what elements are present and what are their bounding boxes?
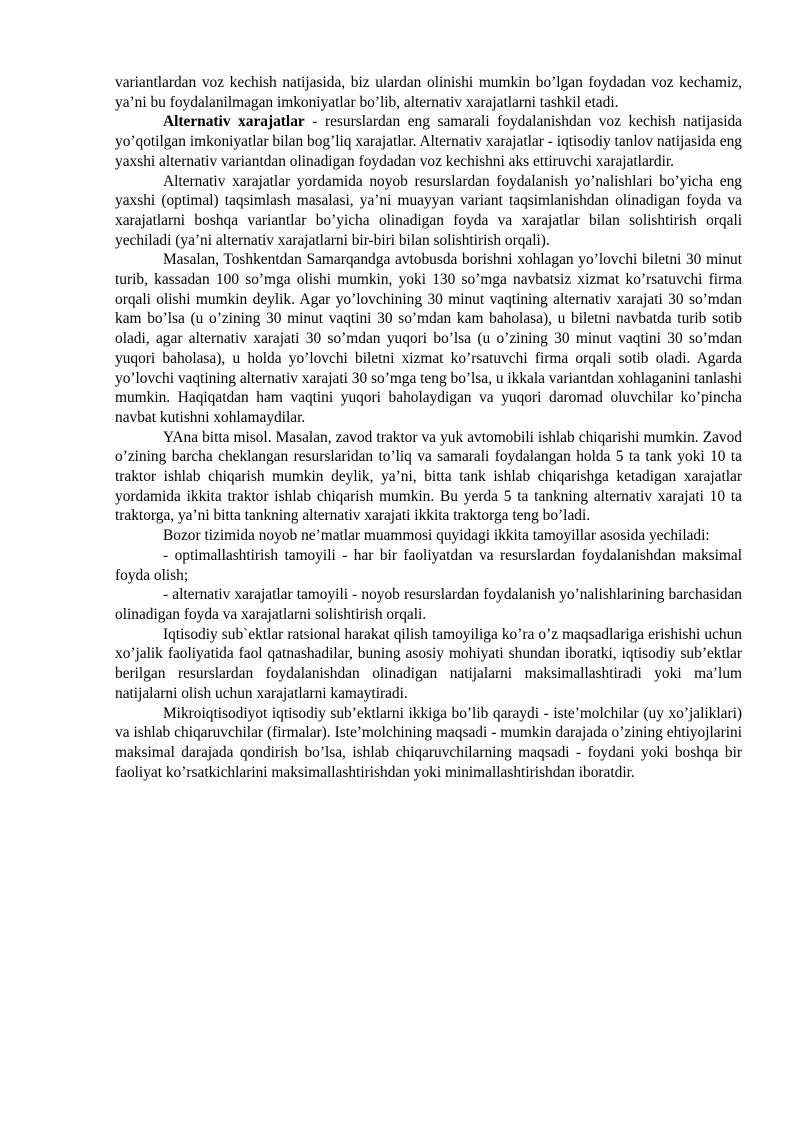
paragraph-continuation: variantlardan voz kechish natijasida, biz ulardan olinishi mumkin bo’lgan foydadan voz kechamiz, ya’ni bu foydalanilmagan imkoniyatlar bo’lib, alternativ xarajatlarni tashkil etadi. <box>115 74 742 111</box>
paragraph-alternative-costs-definition <box>115 112 742 171</box>
list-item-optimization-principle: - optimallashtirish tamoyili - har bir faoliyatdan va resurslardan foydalanishdan maksimal foyda olish; <box>115 546 742 584</box>
paragraph-microeconomic-subjects: Mikroiqtisodiyot iqtisodiy sub’ektlarni ikkiga bo’lib qaraydi - iste’molchilar (uy xo’jaliklari) va ishlab chiqaruvchilar (firmalar). Iste’molchining maqsadi - mumkin darajada o’zining ehtiyojlarini maksimal darajada qondirish bo’lsa, ishlab chiqaruvchilarning maqsadi - foydani yoki boshqa bir faoliyat ko’rsatkichlarini maksimallashtirishdan yoki minimallashtirishdan iboratdir. <box>115 704 742 781</box>
paragraph-rational-behavior: Iqtisodiy sub`ektlar ratsional harakat qilish tamoyiliga ko’ra o’z maqsadlariga erishishi uchun xo’jalik faoliyatida faol qatnashadilar, buning asosiy mohiyati shundan iboratki, iqtisodiy sub’ektlar berilgan resurslardan foydalanishdan olinadigan natijalarni maksimallashtiradi yoki ma’lum natijalarni olish uchun xarajatlarni kamaytiradi. <box>115 625 742 702</box>
paragraph-optimal-allocation: Alternativ xarajatlar yordamida noyob resurslardan foydalanish yo’nalishlari bo’yicha eng yaxshi (optimal) taqsimlash masalasi, ya’ni muayyan variant taqsimlanishdan olinadigan foyda va xarajatlarni boshqa variantlar bo’yicha olinadigan foyda va xarajatlar bilan solishtirish orqali yechiladi (ya’ni alternativ xarajatlarni bir-biri bilan solishtirish orqali). <box>115 172 742 249</box>
paragraph-tank-tractor-example: YAna bitta misol. Masalan, zavod traktor va yuk avtomobili ishlab chiqarishi mumkin. Zavod o’zining barcha cheklangan resurslaridan to’liq va samarali foydalangan holda 5 ta tank yoki 10 ta traktor ishlab chiqarish mumkin deylik, ya’ni, bitta tank ishlab chiqarishga ketadigan xarajatlar yordamida ikkita traktor ishlab chiqarish mumkin. Bu yerda 5 ta tankning alternativ xarajati 10 ta traktorga, ya’ni bitta tankning alternativ xarajati ikkita traktorga teng bo’ladi. <box>115 428 742 525</box>
document-body <box>115 73 742 782</box>
paragraph-bus-ticket-example: Masalan, Toshkentdan Samarqandga avtobusda borishni xohlagan yo’lovchi biletni 30 minut turib, kassadan 100 so’mga olishi mumkin, yoki 130 so’mga navbatsiz xizmat ko’rsatuvchi firma orqali olishi mumkin deylik. Agar yo’lovchining 30 minut vaqtining alternativ xarajati 30 so’mdan kam bo’lsa (u o’zining 30 minut vaqtini 30 so’mdan kam baholasa), u biletni navbatda turib sotib oladi, agar alternativ xarajati 30 so’mdan yuqori bo’lsa (u o’zining 30 minut vaqtini 30 so’mdan yuqori baholasa), u holda yo’lovchi biletni xizmat ko’rsatuvchi firma orqali sotib oladi. Agarda yo’lovchi vaqtining alternativ xarajati 30 so’mga teng bo’lsa, u ikkala variantdan xohlaganini tanlashi mumkin. Haqiqatdan ham vaqtini yuqori baholaydigan va yuqori daromad oluvchilar ko’pincha navbat kutishni xohlamaydilar. <box>115 251 742 426</box>
paragraph-market-principles-intro: Bozor tizimida noyob ne’matlar muammosi quyidagi ikkita tamoyillar asosida yechiladi: <box>163 527 710 545</box>
defined-term: Alternativ xarajatlar <box>163 113 305 131</box>
list-item-alternative-costs-principle: - alternativ xarajatlar tamoyili - noyob resurslardan foydalanish yo’nalishlarining barchasidan olinadigan foyda va xarajatlarni solishtirish orqali. <box>115 586 742 623</box>
definition-text: - resurslardan eng samarali foydalanishdan voz kechish natijasida yo’qotilgan imkoniyatlar bilan bog’liq xarajatlar. Alternativ xarajatlar - iqtisodiy tanlov natijasida eng yaxshi alternativ variantdan olinadigan foydadan voz kechishni aks ettiruvchi xarajatlardir. <box>115 113 743 170</box>
